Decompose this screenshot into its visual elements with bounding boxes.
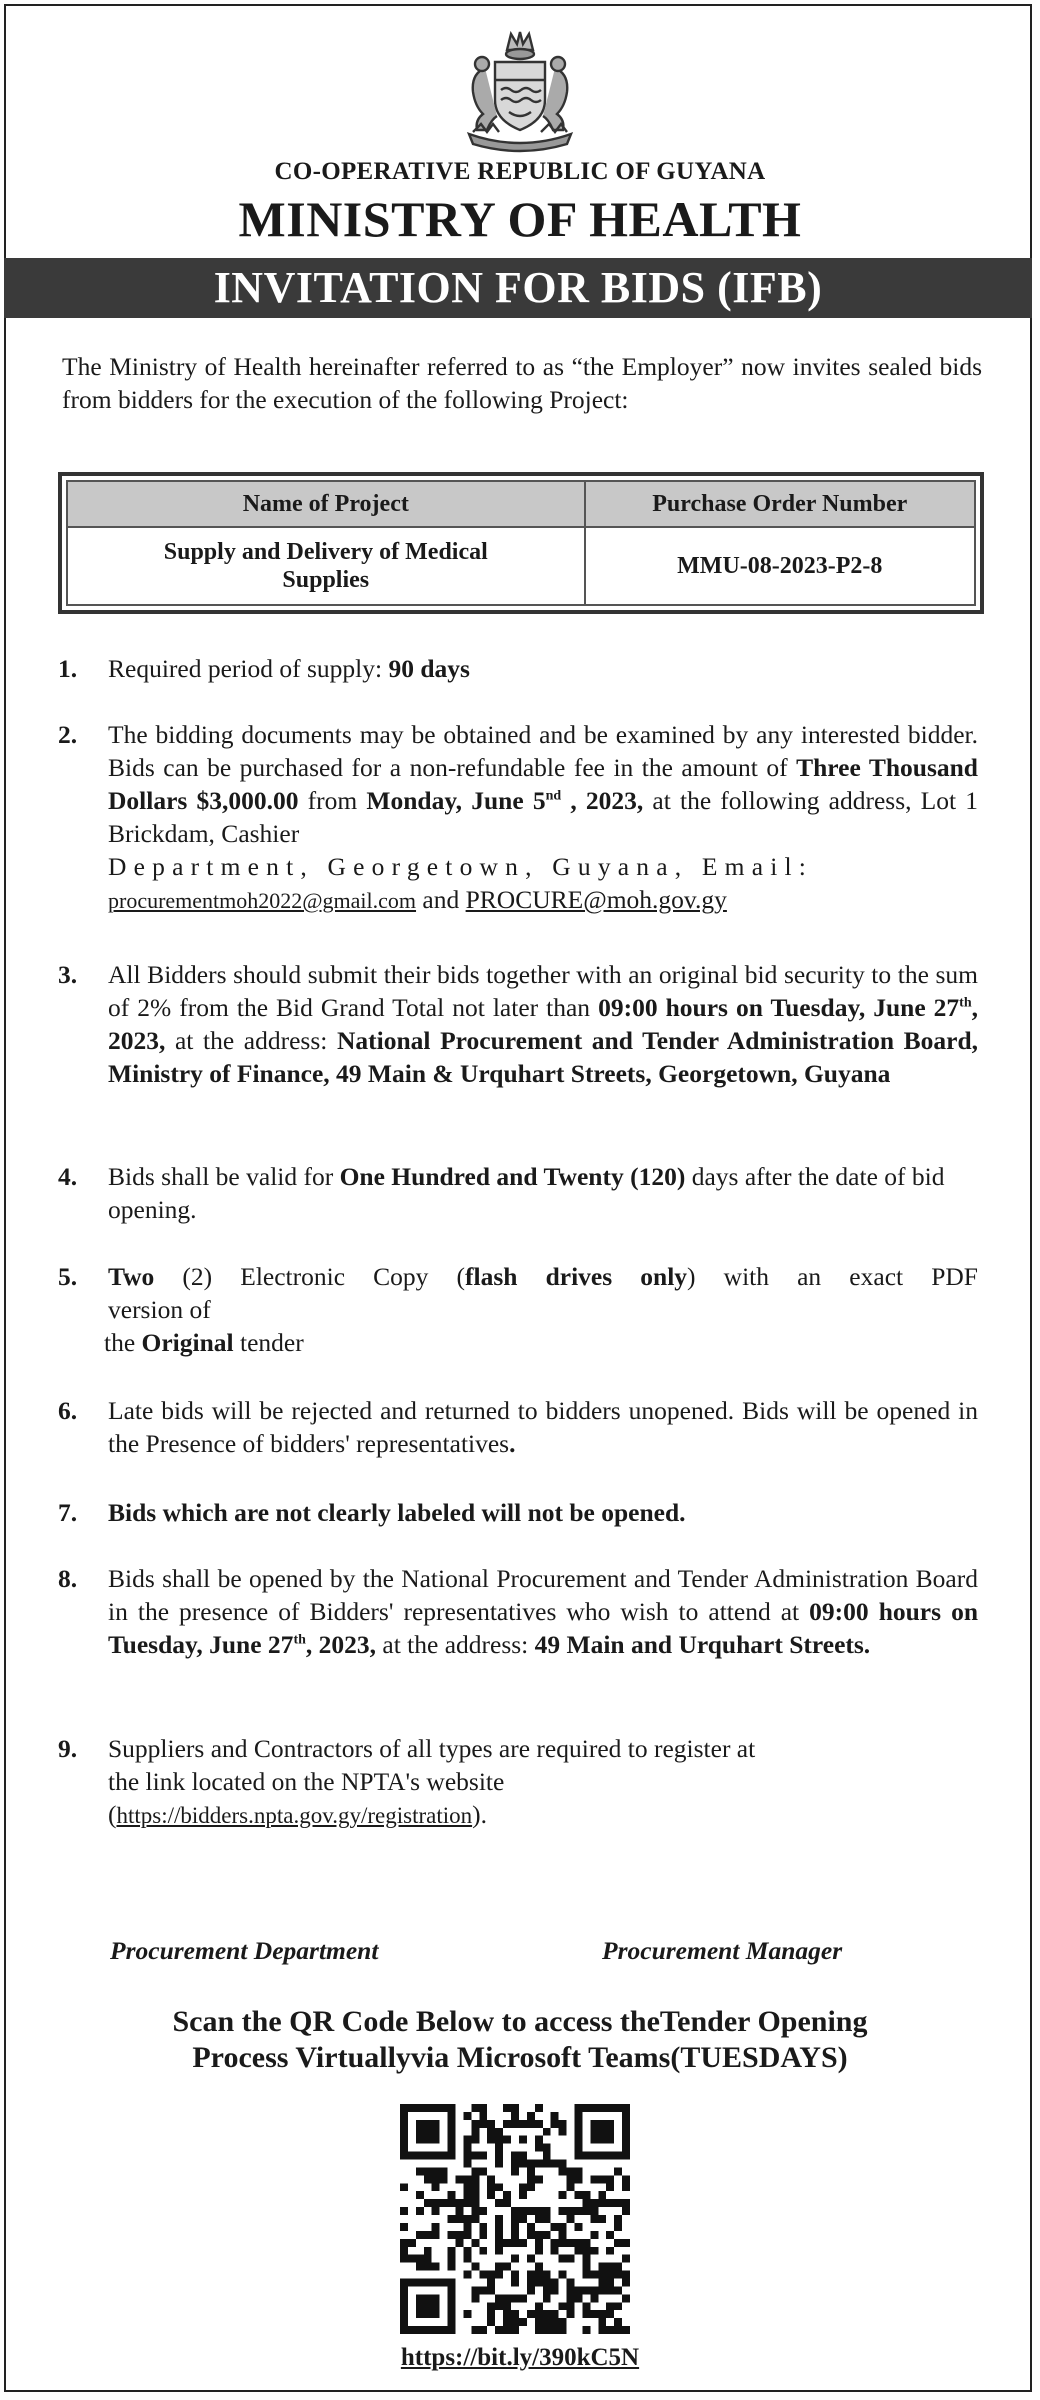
email-link-moh[interactable]: PROCURE@moh.gov.gy: [465, 885, 727, 914]
item-bold: flash drives only: [465, 1262, 688, 1291]
item-text: (: [108, 1800, 117, 1829]
item-text: the: [104, 1328, 142, 1357]
item-bold: 49 Main and Urquhart Streets.: [534, 1630, 871, 1659]
item-number: 4.: [58, 1162, 78, 1191]
item-5-line3: [104, 1326, 978, 1359]
project-name-line1: Supply and Delivery of Medical: [163, 539, 488, 565]
list-item-7: [58, 1496, 978, 1529]
item-bold: , 2023,: [305, 1630, 377, 1659]
item-text: Bids shall be valid for: [108, 1162, 340, 1191]
item-text: (2) Electronic Copy (: [154, 1262, 466, 1291]
item-sup: nd: [545, 788, 562, 804]
item-bold: Original: [141, 1328, 234, 1357]
item-text: at the address:: [376, 1630, 535, 1659]
item-number: 8.: [58, 1564, 78, 1593]
item-bold: One Hundred and Twenty (120): [339, 1162, 686, 1191]
qr-instructions-line1: Scan the QR Code Below to access theTender Opening: [172, 2005, 868, 2038]
item-number: 3.: [58, 960, 78, 989]
list-item-1: [58, 652, 978, 685]
item-bold: , 2023,: [561, 786, 644, 815]
item-bold: Monday, June 5: [366, 786, 546, 815]
item-text: from: [298, 786, 367, 815]
ifb-banner: INVITATION FOR BIDS (IFB): [4, 258, 1032, 318]
item-text: ) with an exact PDF: [687, 1262, 978, 1291]
item-bold: National Procurement and Tender Administration Board, Ministry of Finance, 49 Main & Urquhart Streets, Georgetown, Guyana: [108, 1026, 978, 1088]
item-9-line1: Suppliers and Contractors of all types are required to register at: [108, 1734, 756, 1763]
qr-instructions: [0, 2004, 1040, 2076]
item-bold: 09:00 hours on Tuesday, June 27: [598, 993, 960, 1022]
item-text: Late bids will be rejected and returned to bidders unopened. Bids will be opened in the Presence of bidders' representatives: [108, 1396, 978, 1458]
item-9-line3: [108, 1798, 978, 1832]
project-table: [58, 472, 984, 614]
email-link-gmail[interactable]: procurementmoh2022@gmail.com: [108, 888, 417, 913]
item-bold: 09:00 hours on Tuesday, June 27: [108, 1597, 978, 1659]
item-number: 2.: [58, 720, 78, 749]
header-po-number: Purchase Order Number: [585, 481, 975, 527]
header-project-name: Name of Project: [67, 481, 585, 527]
item-bold: , 2023,: [108, 993, 978, 1055]
qr-instructions-line2: Process Virtuallyvia Microsoft Teams(TUESDAYS): [192, 2041, 848, 2074]
qr-code-icon[interactable]: [400, 2104, 630, 2334]
list-item-2: [58, 718, 978, 917]
cell-project-name: [67, 527, 585, 605]
item-5-line1: [108, 1260, 978, 1293]
qr-short-link[interactable]: https://bit.ly/390kC5N: [400, 2344, 640, 2371]
item-2-emails: [108, 883, 978, 917]
item-number: 9.: [58, 1734, 78, 1763]
item-bold: Bids which are not clearly labeled will not be opened.: [108, 1498, 686, 1527]
ministry-title: MINISTRY OF HEALTH: [238, 191, 802, 247]
list-item-5: [58, 1260, 978, 1359]
item-bold: Two: [108, 1262, 155, 1291]
item-text: at the following address, Lot 1 Brickdam, Cashier: [108, 786, 978, 848]
npta-registration-link[interactable]: https://bidders.npta.gov.gy/registration: [116, 1803, 473, 1828]
item-number: 1.: [58, 654, 78, 683]
intro-paragraph: The Ministry of Health hereinafter referred to as “the Employer” now invites sealed bids from bidders for the execution of the following Project:: [62, 352, 982, 414]
item-text: The bidding documents may be obtained and be examined by any interested bidder. Bids can be purchased for a non-refundable fee in the amount of: [108, 720, 978, 782]
item-bold: Three Thousand Dollars $3,000.00: [108, 753, 978, 815]
item-text: days after the date of bid opening.: [108, 1162, 945, 1224]
item-bold: .: [509, 1429, 516, 1458]
list-item-9: [58, 1732, 978, 1832]
item-text: and: [416, 885, 466, 914]
item-text: at the address:: [165, 1026, 337, 1055]
item-text: All Bidders should submit their bids together with an original bid security to the sum of 2% from the Bid Grand Total not later than: [108, 960, 978, 1022]
list-item-6: [58, 1394, 978, 1460]
item-bold: 90 days: [388, 654, 470, 683]
signature-procurement-manager: Procurement Manager: [602, 1936, 843, 1965]
item-text: tender: [233, 1328, 304, 1357]
item-9-line2: the link located on the NPTA's website: [108, 1767, 505, 1796]
signature-procurement-department: Procurement Department: [110, 1936, 379, 1965]
item-sup: th: [293, 1632, 306, 1648]
item-5-line2: version of: [108, 1295, 211, 1324]
item-text: ).: [472, 1800, 487, 1829]
item-2-address-line: Department, Georgetown, Guyana, Email:: [108, 852, 814, 881]
item-number: 5.: [58, 1262, 78, 1291]
coat-of-arms-icon: [455, 28, 585, 153]
list-item-8: [58, 1562, 978, 1661]
list-item-3: [58, 958, 978, 1090]
item-sup: th: [959, 995, 972, 1011]
item-2-body: [108, 718, 978, 850]
item-text: Required period of supply:: [108, 654, 389, 683]
cell-po-number: MMU-08-2023-P2-8: [585, 527, 975, 605]
item-number: 6.: [58, 1396, 78, 1425]
list-item-4: [58, 1160, 978, 1226]
item-text: Bids shall be opened by the National Procurement and Tender Administration Board in the presence of Bidders' representatives who wish to attend at: [108, 1564, 978, 1626]
item-number: 7.: [58, 1498, 78, 1527]
project-name-line2: Supplies: [282, 567, 370, 593]
country-title: CO-OPERATIVE REPUBLIC OF GUYANA: [274, 158, 766, 185]
